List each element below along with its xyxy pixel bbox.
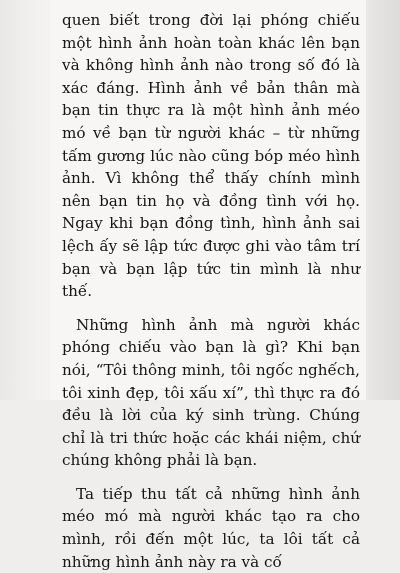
text-line: thân mà bạn tin thực ra là một hình ảnh méo	[62, 78, 360, 120]
text-line: tức tin mình là như thế.	[62, 259, 360, 301]
text-line: lúc nào cũng bóp méo hình ảnh. Vì không thể	[62, 146, 360, 188]
text-line: lúc, ta lôi tất cả những hình ảnh này ra và cố	[62, 530, 360, 571]
text-line: thấy chính mình nên bạn tin họ và đồng tình với	[62, 169, 360, 210]
text-line: vào bạn là gì? Khi bạn nói, “Tôi thông minh, tôi	[62, 338, 361, 379]
paragraph-3	[62, 483, 360, 573]
body-text	[62, 9, 360, 573]
text-line: Ta tiếp thu tất cả những hình ảnh méo mó	[62, 484, 360, 526]
text-line: nào trong số đó là xác đáng. Hình ảnh về bản	[62, 56, 361, 97]
text-line: mó về bạn từ người khác – từ những tấm gương	[62, 123, 360, 165]
text-line: họ. Ngay khi bạn đồng tình, hình ảnh sai lệch	[62, 191, 361, 255]
text-line: Những hình ảnh mà người khác phóng chiếu	[62, 315, 360, 357]
paragraph-1	[62, 9, 360, 303]
paragraph-2	[62, 314, 360, 472]
text-line: mà người khác tạo ra cho mình, rồi đến một	[62, 507, 361, 549]
text-line: ngốc nghếch, tôi xinh đẹp, tôi xấu xí”, thì thực	[62, 360, 360, 402]
text-line: phải là bạn.	[166, 451, 258, 470]
text-line: ảnh hoàn toàn khác lên bạn và không hình ảnh	[62, 33, 360, 75]
text-line: tri thức hoặc các khái niệm, chứ chúng không	[62, 428, 361, 470]
text-line: quen biết trong đời lại phóng chiếu một hình	[62, 11, 360, 52]
text-line: ấy sẽ lập tức được ghi vào tâm trí bạn và bạn lập	[62, 236, 360, 278]
text-line: ra đó đều là lời của ký sinh trùng. Chúng chỉ là	[62, 383, 360, 447]
